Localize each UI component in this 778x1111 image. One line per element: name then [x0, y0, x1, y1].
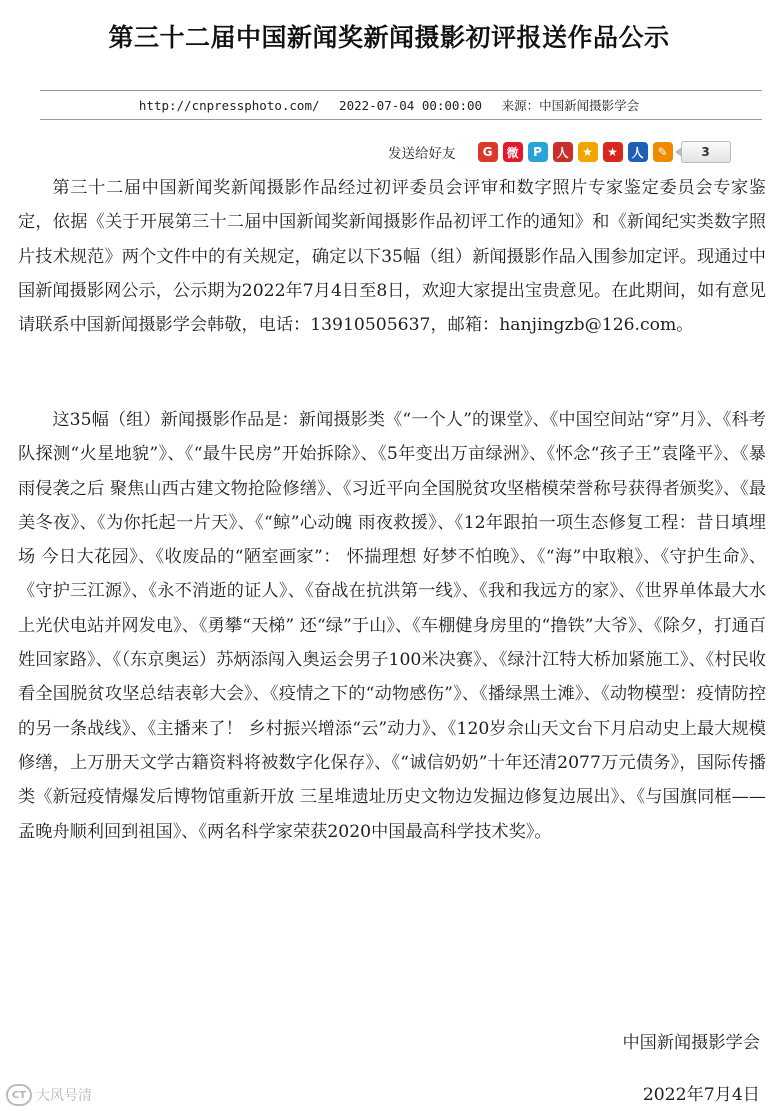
people-icon[interactable]: 人	[628, 142, 648, 162]
renren-icon[interactable]: 人	[553, 142, 573, 162]
source-value: 中国新闻摄影学会	[539, 98, 640, 113]
header-divider-top	[40, 90, 762, 91]
watermark	[6, 1084, 92, 1106]
article-meta	[0, 96, 778, 114]
watermark-logo: CT	[6, 1084, 32, 1106]
article-title: 第三十二届中国新闻奖新闻摄影初评报送作品公示	[108, 23, 670, 52]
source-url-link[interactable]: http://cnpressphoto.com/	[138, 98, 320, 113]
red-star-icon[interactable]: ★	[603, 142, 623, 162]
publish-datetime: 2022-07-04 00:00:00	[339, 98, 483, 113]
share-label: 发送给好友	[388, 146, 456, 162]
edit-icon[interactable]: ✎	[653, 142, 673, 162]
tencent-weibo-icon[interactable]: P	[528, 142, 548, 162]
signature-org: 中国新闻摄影学会	[622, 1033, 760, 1053]
google-plus-icon[interactable]: G	[478, 142, 498, 162]
share-icons	[478, 142, 673, 162]
qzone-icon[interactable]: ★	[578, 142, 598, 162]
signature-date: 2022年7月4日	[642, 1085, 760, 1105]
share-bar	[388, 140, 731, 164]
works-list-paragraph: 这35幅（组）新闻摄影作品是：新闻摄影类《“一个人”的课堂》、《中国空间站“穿”月》、《科考队探测“火星地貌”》、《“最牛民房”开始拆除》、《5年变出万亩绿洲》、《怀念“孩子王”袁隆平》、《暴雨侵袭之后 聚焦山西古建文物抢险修缮》、《习近平向全国脱贫攻坚楷模荣誉称号获得者颁奖》、《最美冬夜》、《为你托起一片天》、《“鲸”心动魄 雨夜救援》、《12年跟拍一项生态修复工程：昔日填埋场 今日大花园》、《收废品的“陋室画家”： 怀揣理想 好梦不怕晚》、《“海”中取粮》、《守护生命》、《守护三江源》、《永不消逝的证人》、《奋战在抗洪第一线》、《我和我远方的家》、《世界单体最大水上光伏电站并网发电》、《勇攀“天梯” 还“绿”于山》、《车棚健身房里的“撸铁”大爷》、《除夕，打通百姓回家路》、《（东京奥运）苏炳添闯入奥运会男子100米决赛》、《绿汁江特大桥加紧施工》、《村民收看全国脱贫攻坚总结表彰大会》、《疫情之下的“动物感伤”》、《播绿黑土滩》、《动物模型：疫情防控的另一条战线》、《主播来了！ 乡村振兴增添“云”动力》、《120岁佘山天文台下月启动史上最大规模修缮，上万册天文学古籍资料将被数字化保存》、《“诚信奶奶”十年还清2077万元债务》，国际传播类《新冠疫情爆发后博物馆重新开放 三星堆遗址历史文物边发掘边修复边展出》、《与国旗同框——孟晚舟顺利回到祖国》、《两名科学家荣获2020中国最高科学技术奖》。	[18, 410, 766, 842]
source-label: 来源：	[501, 98, 540, 113]
share-count[interactable]: 3	[681, 141, 731, 163]
watermark-text: 大风号清	[36, 1088, 92, 1104]
header-divider-bottom	[40, 119, 762, 120]
intro-paragraph: 第三十二届中国新闻奖新闻摄影作品经过初评委员会评审和数字照片专家鉴定委员会专家鉴定，依据《关于开展第三十二届中国新闻奖新闻摄影作品初评工作的通知》和《新闻纪实类数字照片技术规范》两个文件中的有关规定，确定以下35幅（组）新闻摄影作品入围参加定评。现通过中国新闻摄影网公示，公示期为2022年7月4日至8日，欢迎大家提出宝贵意见。在此期间，如有意见请联系中国新闻摄影学会韩敬，电话：13910505637，邮箱：hanjingzb@126.com。	[18, 178, 766, 336]
weibo-icon[interactable]: 微	[503, 142, 523, 162]
